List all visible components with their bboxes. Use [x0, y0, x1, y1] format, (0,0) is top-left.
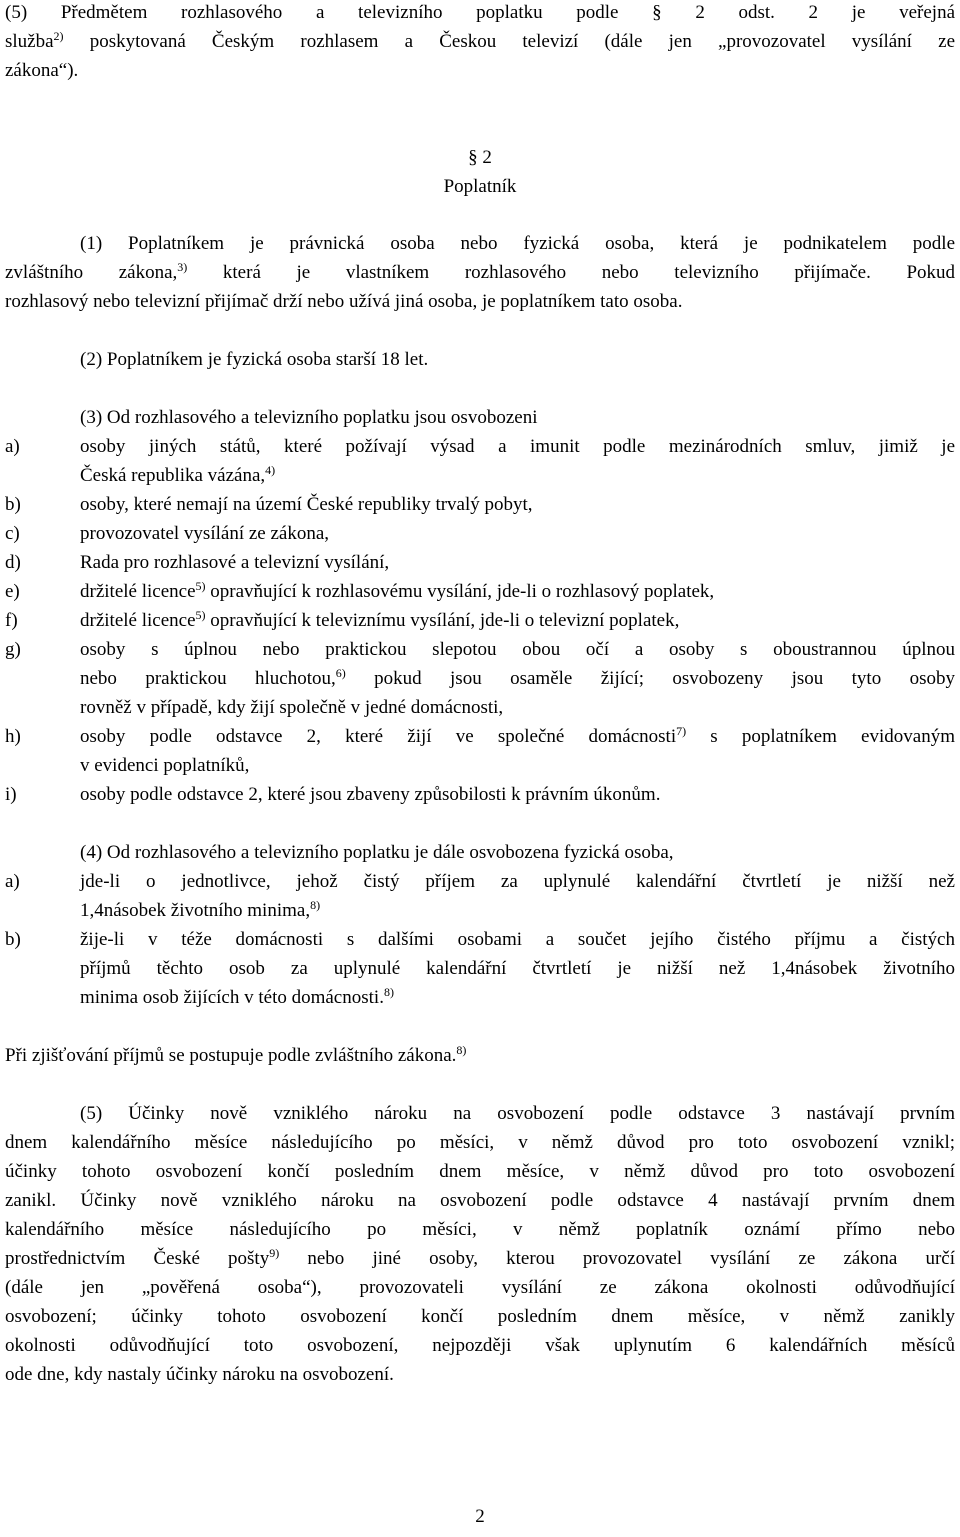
para-5-line-3: účinky tohoto osvobození končí posledním dnem měsíce, v němž důvod pro toto osvobození	[5, 1161, 955, 1182]
list-item-e: držitelé licence$^{5)}$ opravňující k rozhlasovému vysílání, jde-li o rozhlasový poplatek,	[80, 579, 715, 602]
list-label: i)	[5, 784, 17, 805]
list-label: e)	[5, 581, 20, 602]
para-5-line-4: zanikl. Účinky nově vzniklého nároku na osvobození podle odstavce 4 nastávají prvním dnem	[5, 1190, 955, 1211]
para-2: (2) Poplatníkem je fyzická osoba starší 18 let.	[80, 349, 429, 370]
list-label: a)	[5, 436, 20, 457]
list-item-a-line-2: Česká republika vázána,$^{4)}$	[80, 463, 276, 486]
list-label: h)	[5, 726, 21, 747]
list-item-g-line-3: rovněž v případě, kdy žijí společně v jedné domácnosti,	[80, 697, 504, 718]
para-4-item-b-line-3: minima osob žijících v této domácnosti.$^{8)}$	[80, 985, 394, 1008]
list-item-h-line-1: osoby podle odstavce 2, které žijí ve společné domácnosti$^{7)}$ s poplatníkem evidovaným	[80, 724, 955, 747]
intro-line-3: zákona“).	[5, 60, 79, 81]
list-item-f: držitelé licence$^{5)}$ opravňující k televiznímu vysílání, jde-li o televizní poplatek,	[80, 608, 680, 631]
para-1-line-1: (1) Poplatníkem je právnická osoba nebo fyzická osoba, která je podnikatelem podle	[80, 233, 955, 254]
section-number: § 2	[468, 147, 492, 168]
page-number: 2	[475, 1506, 485, 1527]
list-item-a-line-1: osoby jiných států, které požívají výsad a imunit podle mezinárodních smluv, jimiž je	[80, 436, 955, 457]
para-5-line-1: (5) Účinky nově vzniklého nároku na osvobození podle odstavce 3 nastávají prvním	[80, 1103, 955, 1124]
para-5-line-2: dnem kalendářního měsíce následujícího po měsíci, v němž důvod pro toto osvobození vznikl;	[5, 1132, 955, 1153]
para-4-item-b-line-1: žije-li v téže domácnosti s dalšími osobami a součet jejího čistého příjmu a čistých	[80, 929, 955, 950]
list-item-b: osoby, které nemají na území České republiky trvalý pobyt,	[80, 494, 533, 515]
list-label: b)	[5, 929, 21, 950]
para-5-line-5: kalendářního měsíce následujícího po měsíci, v němž poplatník oznámí přímo nebo	[5, 1219, 955, 1240]
para-4-item-b-line-2: příjmů těchto osob za uplynulé kalendářní čtvrtletí je nižší než 1,4násobek životního	[80, 958, 955, 979]
list-label: f)	[5, 610, 18, 631]
para-4-item-a-line-2: 1,4násobek životního minima,$^{8)}$	[80, 898, 321, 921]
list-item-h-line-2: v evidenci poplatníků,	[80, 755, 250, 776]
para-4-note: Při zjišťování příjmů se postupuje podle zvláštního zákona.$^{8)}$	[5, 1043, 467, 1066]
list-label: d)	[5, 552, 21, 573]
para-5-line-10: ode dne, kdy nastaly účinky nároku na osvobození.	[5, 1364, 394, 1385]
intro-line-1: (5) Předmětem rozhlasového a televizního poplatku podle § 2 odst. 2 je veřejná	[5, 2, 955, 23]
para-5-line-9: okolnosti odůvodňující toto osvobození, nejpozději však uplynutím 6 kalendářních měsíců	[5, 1335, 955, 1356]
section-title: Poplatník	[443, 176, 517, 197]
para-5-line-8: osvobození; účinky tohoto osvobození končí posledním dnem měsíce, v němž zanikly	[5, 1306, 955, 1327]
para-4-intro: (4) Od rozhlasového a televizního poplatku je dále osvobozena fyzická osoba,	[80, 842, 674, 863]
list-label: b)	[5, 494, 21, 515]
para-1-line-2: zvláštního zákona,$^{3)}$ která je vlastníkem rozhlasového nebo televizního přijímače. Pokud	[5, 260, 956, 283]
list-item-c: provozovatel vysílání ze zákona,	[80, 523, 330, 544]
list-item-d: Rada pro rozhlasové a televizní vysílání,	[80, 552, 390, 573]
list-label: c)	[5, 523, 20, 544]
list-item-i: osoby podle odstavce 2, které jsou zbaveny způsobilosti k právním úkonům.	[80, 784, 661, 805]
list-label: g)	[5, 639, 21, 660]
para-1-line-3: rozhlasový nebo televizní přijímač drží nebo užívá jiná osoba, je poplatníkem tato osoba.	[5, 291, 683, 312]
para-3-intro: (3) Od rozhlasového a televizního poplatku jsou osvobozeni	[80, 407, 538, 428]
intro-line-2: služba$^{2)}$ poskytovaná Českým rozhlasem a Českou televizí (dále jen „provozovatel vysílání ze	[5, 29, 955, 52]
list-item-g-line-2: nebo praktickou hluchotou,$^{6)}$ pokud jsou osaměle žijící; osvobozeny jsou tyto osoby	[80, 666, 955, 689]
para-5-line-6: prostřednictvím České pošty$^{9)}$ nebo jiné osoby, kterou provozovatel vysílání ze zákona určí	[5, 1246, 955, 1269]
para-5-line-7: (dále jen „pověřená osoba“), provozovateli vysílání ze zákona okolnosti odůvodňující	[5, 1277, 955, 1298]
list-item-g-line-1: osoby s úplnou nebo praktickou slepotou obou očí a osoby s oboustrannou úplnou	[80, 639, 955, 660]
para-4-item-a-line-1: jde-li o jednotlivce, jehož čistý příjem za uplynulé kalendářní čtvrtletí je nižší než	[80, 871, 955, 892]
list-label: a)	[5, 871, 20, 892]
